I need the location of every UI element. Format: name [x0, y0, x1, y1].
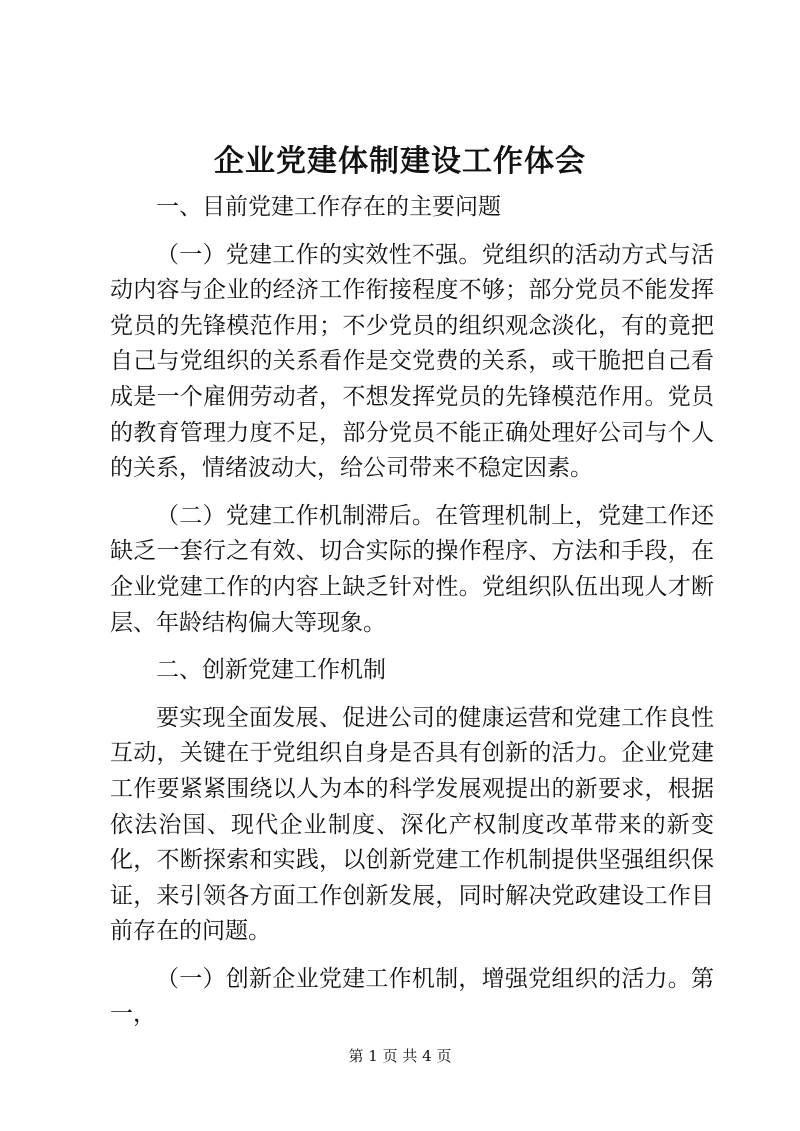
paragraph-2: （二）党建工作机制滞后。在管理机制上，党建工作还缺乏一套行之有效、切合实际的操作程序、方法和手段，在企业党建工作的内容上缺乏针对性。党组织队伍出现人才断层、年龄结构偏大等现象。 — [110, 502, 714, 636]
page-footer: 第 1 页 共 4 页 — [348, 1047, 452, 1065]
document-title: 企业党建体制建设工作体会 — [214, 144, 586, 179]
section-heading-2: 二、创新党建工作机制 — [156, 657, 386, 684]
section-heading-1: 一、目前党建工作存在的主要问题 — [156, 194, 501, 220]
paragraph-4: （一）创新企业党建工作机制，增强党组织的活力。第一， — [110, 965, 714, 1028]
paragraph-1: （一）党建工作的实效性不强。党组织的活动方式与活动内容与企业的经济工作衔接程度不够；部分党员不能发挥党员的先锋模范作用；不少党员的组织观念淡化，有的竟把自己与党组织的关系看作是交党费的关系，或干脆把自己看成是一个雇佣劳动者，不想发挥党员的先锋模范作用。党员的教育管理力度不足，部分党员不能正确处理好公司与个人的关系，情绪波动大，给公司带来不稳定因素。 — [110, 241, 714, 482]
document-body — [110, 190, 714, 1033]
paragraph-3: 要实现全面发展、促进公司的健康运营和党建工作良性互动，关键在于党组织自身是否具有创新的活力。企业党建工作要紧紧围绕以人为本的科学发展观提出的新要求，根据依法治国、现代企业制度、深化产权制度改革带来的新变化，不断探索和实践，以创新党建工作机制提供坚强组织保证，来引领各方面工作创新发展，同时解决党政建设工作目前存在的问题。 — [110, 704, 714, 945]
